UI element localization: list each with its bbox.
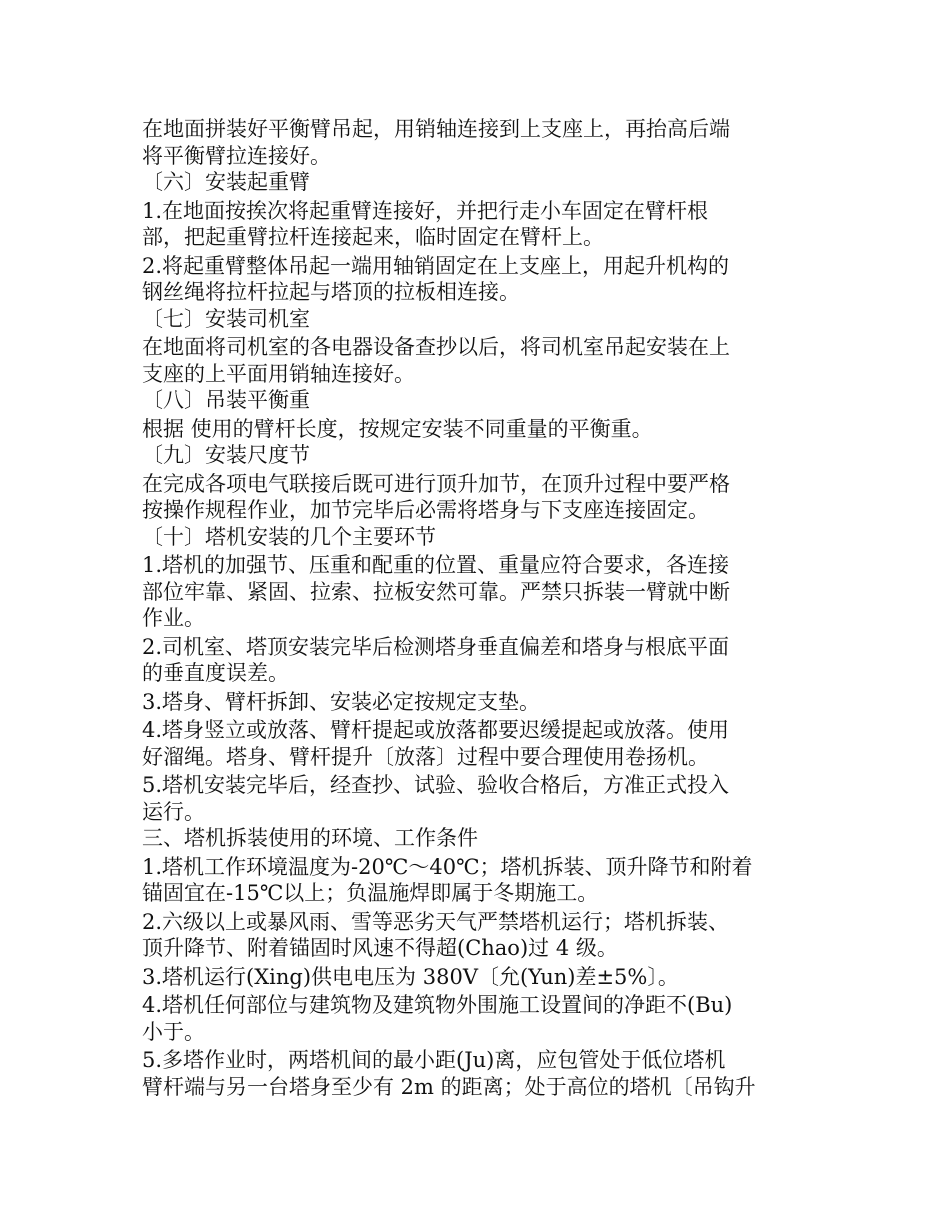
text-line: 运行。 (142, 799, 205, 824)
text-line: 支座的上平面用销轴连接好。 (142, 361, 415, 386)
text-line: 2.司机室、塔顶安装完毕后检测塔身垂直偏差和塔身与根底平面 (142, 634, 730, 659)
text-line: 2.将起重臂整体吊起一端用轴销固定在上支座上，用起升机构的 (142, 253, 730, 278)
text-line: 4.塔身竖立或放落、臂杆提起或放落都要迟缓提起或放落。使用 (142, 718, 730, 742)
section-heading: 〔七〕安装司机室 (142, 306, 310, 331)
text-line: 5.多塔作业时，两塔机间的最小距(Ju)离，应包管处于低位塔机 (142, 1048, 726, 1072)
section-heading: 〔九〕安装尺度节 (142, 443, 310, 467)
text-line: 臂杆端与另一台塔身至少有 2m 的距离；处于高位的塔机〔吊钩升 (142, 1074, 756, 1099)
text-line: 2.六级以上或暴风雨、雪等恶劣天气严禁塔机运行；塔机拆装、 (142, 909, 730, 934)
text-line: 按操作规程作业，加节完毕后必需将塔身与下支座连接固定。 (142, 498, 709, 522)
text-line: 作业。 (142, 606, 205, 630)
text-line: 1.在地面按挨次将起重臂连接好，并把行走小车固定在臂杆根 (142, 198, 709, 223)
text-line: 根据 使用的臂杆长度，按规定安装不同重量的平衡重。 (142, 416, 653, 441)
section-heading: 〔十〕塔机安装的几个主要环节 (142, 524, 436, 549)
text-line: 在地面将司机室的各电器设备查抄以后，将司机室吊起安装在上 (142, 335, 730, 359)
text-line: 1.塔机的加强节、压重和配重的位置、重量应符合要求，各连接 (142, 553, 730, 577)
text-line: 钢丝绳将拉杆拉起与塔顶的拉板相连接。 (142, 280, 520, 304)
text-line: 部，把起重臂拉杆连接起来，临时固定在臂杆上。 (142, 225, 604, 249)
text-line: 顶升降节、附着锚固时风速不得超(Chao)过 4 级。 (142, 936, 618, 960)
text-line: 在完成各项电气联接后既可进行顶升加节，在顶升过程中要严格 (142, 471, 730, 496)
document-body (142, 116, 822, 1100)
section-heading: 三、塔机拆装使用的环境、工作条件 (142, 826, 478, 850)
text-line: 锚固宜在-15℃以上；负温施焊即属于冬期施工。 (142, 881, 599, 905)
section-heading: 〔六〕安装起重臂 (142, 170, 310, 194)
text-line: 将平衡臂拉连接好。 (142, 143, 331, 168)
text-line: 在地面拼装好平衡臂吊起，用销轴连接到上支座上，再抬高后端 (142, 117, 730, 141)
text-line: 5.塔机安装完毕后，经查抄、试验、验收合格后，方准正式投入 (142, 773, 730, 797)
text-line: 好溜绳。塔身、臂杆提升〔放落〕过程中要合理使用卷扬机。 (142, 744, 709, 769)
text-line: 3.塔身、臂杆拆卸、安装必定按规定支垫。 (142, 689, 541, 714)
text-line: 的垂直度误差。 (142, 661, 289, 685)
section-heading: 〔八〕吊装平衡重 (142, 388, 310, 412)
text-line: 1.塔机工作环境温度为-20℃～40℃；塔机拆装、顶升降节和附着 (142, 854, 753, 879)
text-line: 小于。 (142, 1019, 205, 1044)
text-line: 4.塔机任何部位与建筑物及建筑物外围施工设置间的净距不(Bu) (142, 993, 733, 1017)
text-line: 部位牢靠、紧固、拉索、拉板安然可靠。严禁只拆装一臂就中断 (142, 579, 730, 604)
text-line: 3.塔机运行(Xing)供电电压为 380V〔允(Yun)差±5%〕。 (142, 964, 679, 989)
